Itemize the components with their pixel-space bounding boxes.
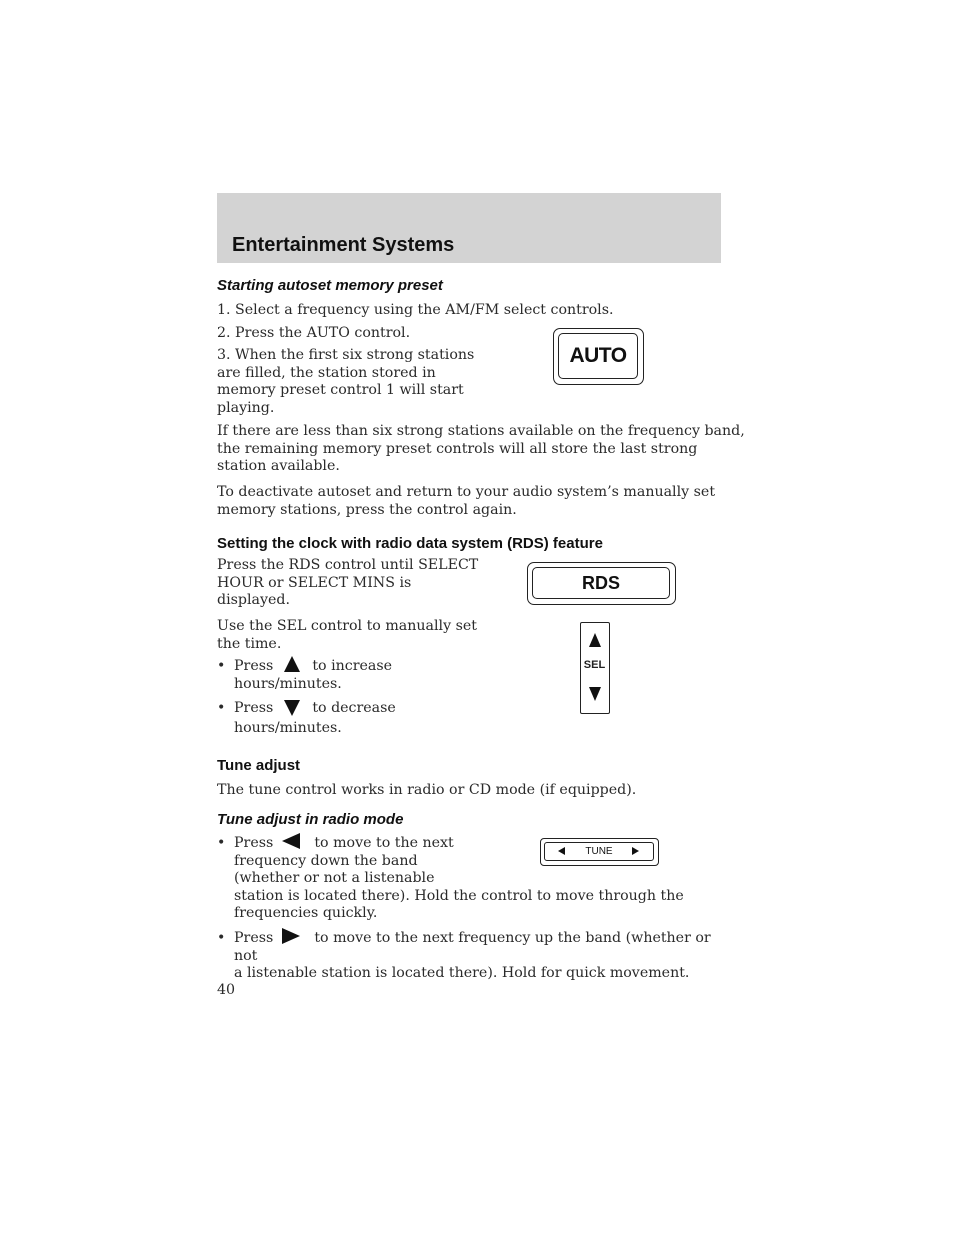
arrow-right-icon bbox=[282, 928, 300, 944]
text-line: memory stations, press the control again. bbox=[217, 501, 517, 518]
text-line: station available. bbox=[217, 458, 340, 474]
press-word: Press bbox=[234, 930, 274, 946]
sel-down-arrow-icon bbox=[589, 687, 601, 701]
arrow-down-icon bbox=[284, 700, 300, 716]
tune-control bbox=[540, 838, 659, 866]
arrow-left-icon bbox=[282, 833, 300, 849]
bullet-increase bbox=[217, 658, 477, 693]
text-line: frequencies quickly. bbox=[234, 905, 378, 921]
bullet-text-cont: hours/minutes. bbox=[234, 719, 342, 736]
tune-subheading: Tune adjust in radio mode bbox=[217, 811, 404, 828]
press-word: Press bbox=[234, 700, 274, 716]
bullet-text-cont: hours/minutes. bbox=[234, 675, 342, 692]
tune-control-inner bbox=[544, 842, 654, 861]
bullet-tune-up bbox=[217, 930, 727, 983]
autoset-heading: Starting autoset memory preset bbox=[217, 277, 443, 294]
text-line: HOUR or SELECT MINS is bbox=[217, 574, 412, 591]
tune-paragraph: The tune control works in radio or CD mode (if equipped). bbox=[217, 782, 637, 798]
section-title: Entertainment Systems bbox=[232, 234, 455, 256]
text-line: station is located there). Hold the control to move through the bbox=[234, 887, 684, 904]
press-word: Press bbox=[234, 658, 274, 674]
text-line: the time. bbox=[217, 635, 282, 652]
bullet-text: to increase bbox=[312, 658, 393, 674]
bullet-text: to decrease bbox=[312, 700, 396, 716]
text-line: To deactivate autoset and return to your audio system’s manually set bbox=[217, 484, 716, 500]
auto-button-label: AUTO bbox=[558, 333, 638, 379]
arrow-up-icon bbox=[284, 656, 300, 672]
autoset-step-2: 2. Press the AUTO control. bbox=[217, 325, 411, 341]
rds-heading: Setting the clock with radio data system (RDS) feature bbox=[217, 535, 603, 552]
bullet-mark: • bbox=[217, 835, 226, 851]
text-line: are filled, the station stored in bbox=[217, 364, 436, 381]
text-line: (whether or not a listenable bbox=[234, 870, 435, 886]
text-line: playing. bbox=[217, 399, 275, 416]
press-word: Press bbox=[234, 835, 274, 851]
tune-heading: Tune adjust bbox=[217, 757, 301, 774]
bullet-text: to move to the next bbox=[314, 835, 454, 851]
text-line: If there are less than six strong stations available on the frequency band, bbox=[217, 423, 745, 439]
autoset-step-1: 1. Select a frequency using the AM/FM select controls. bbox=[217, 302, 614, 318]
sel-up-arrow-icon bbox=[589, 633, 601, 647]
text-line: Use the SEL control to manually set bbox=[217, 618, 477, 634]
bullet-decrease bbox=[217, 700, 477, 737]
rds-paragraph-1 bbox=[217, 557, 478, 610]
bullet-mark: • bbox=[217, 658, 226, 674]
rds-button-label: RDS bbox=[532, 567, 670, 599]
bullet-text: to move to the next frequency up the band (whether or not bbox=[234, 930, 711, 964]
auto-button bbox=[553, 328, 644, 385]
tune-left-arrow-icon bbox=[558, 847, 565, 855]
text-line: frequency down the band bbox=[234, 852, 418, 869]
tune-label: TUNE bbox=[585, 846, 613, 857]
text-line: displayed. bbox=[217, 592, 290, 608]
bullet-mark: • bbox=[217, 930, 226, 946]
text-line: 3. When the first six strong stations bbox=[217, 347, 475, 363]
bullet-mark: • bbox=[217, 700, 226, 716]
tune-right-arrow-icon bbox=[632, 847, 639, 855]
text-line: a listenable station is located there). Hold for quick movement. bbox=[234, 965, 690, 981]
autoset-paragraph-1 bbox=[217, 423, 745, 476]
autoset-paragraph-2 bbox=[217, 484, 715, 519]
text-line: the remaining memory preset controls will all store the last strong bbox=[217, 440, 698, 457]
text-line: memory preset control 1 will start bbox=[217, 382, 464, 398]
sel-control bbox=[580, 622, 610, 714]
rds-paragraph-2 bbox=[217, 618, 477, 653]
sel-label: SEL bbox=[583, 659, 606, 671]
text-line: Press the RDS control until SELECT bbox=[217, 557, 479, 573]
rds-button bbox=[527, 562, 676, 605]
page-number: 40 bbox=[217, 982, 236, 998]
autoset-step-3 bbox=[217, 347, 474, 417]
